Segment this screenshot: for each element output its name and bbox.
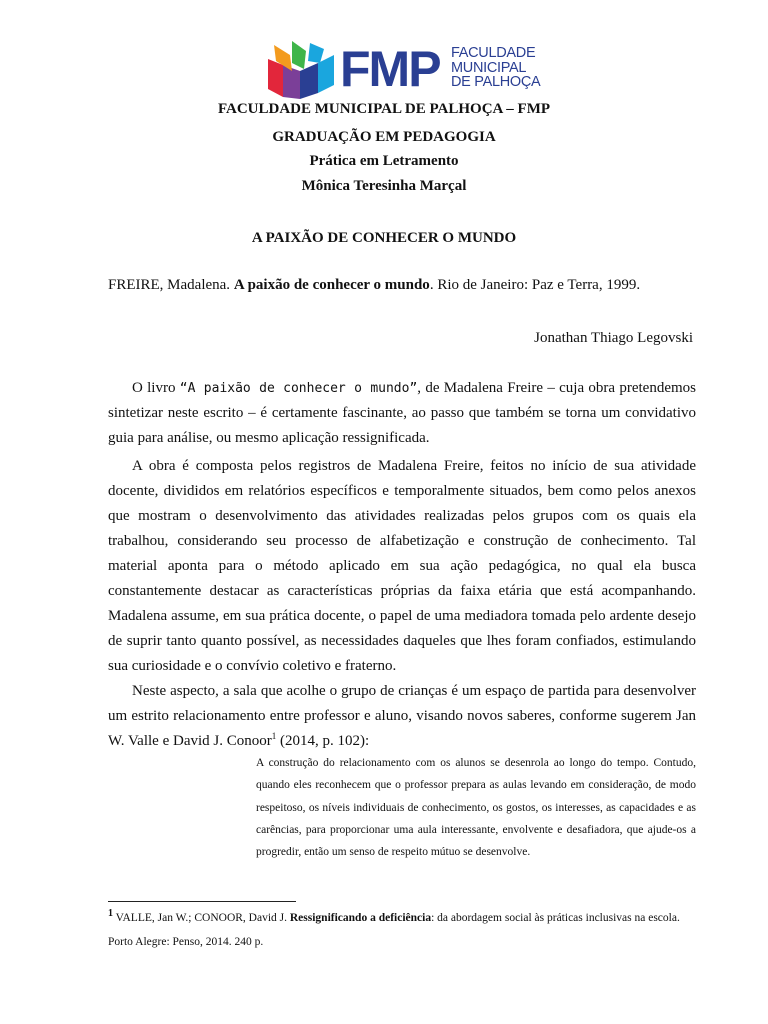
- book-logo-icon: [266, 41, 336, 99]
- paragraph-3-after: (2014, p. 102):: [276, 733, 370, 749]
- discipline-heading: Prática em Letramento: [309, 153, 459, 169]
- document-title: A PAIXÃO DE CONHECER O MUNDO: [251, 230, 517, 246]
- paragraph-1: [108, 376, 696, 451]
- author-name: Jonathan Thiago Legovski: [534, 330, 693, 346]
- bibliographic-reference: [108, 275, 640, 295]
- footnote-prefix: VALLE, Jan W.; CONOOR, David J.: [113, 912, 290, 924]
- footnote-suffix: : da abordagem social às práticas inclusivas na escola. Porto Alegre: Penso, 2014. 240 p.: [108, 912, 680, 948]
- institution-heading: FACULDADE MUNICIPAL DE PALHOÇA – FMP: [217, 101, 551, 117]
- logo-institution-name: [451, 46, 561, 90]
- paragraph-1-before: O livro: [132, 380, 180, 396]
- reference-book-title: A paixão de conhecer o mundo: [233, 277, 430, 293]
- footnote-mark: 1: [108, 908, 113, 920]
- logo-name-line: DE PALHOÇA: [451, 74, 541, 90]
- paragraph-3: [108, 679, 696, 754]
- paragraph-2-text: A obra é composta pelos registros de Madalena Freire, feitos no início de sua atividade docente, divididos em relatórios específicos e temporalmente situados, bem como pelos anexos que mostram o desenvolvimento das atividades realizadas pelos grupos com os quais ela trabalhou, considerando seu processo de alfabetização e construção de conhecimento. Tal material aponta para o método aplicado em sua ação pedagógica, no qual ela busca constantemente destacar as características próprias da faixa etária que está acompanhando. Madalena assume, em sua prática docente, o papel de uma mediadora tomada pelo ardente desejo de suprir tanto quanto possível, as necessidades daqueles que lhes foram confiados, estimulando sua curiosidade e o convívio coletivo e fraterno.: [108, 458, 696, 674]
- paragraph-1-quoted-title: “A paixão de conhecer o mundo”: [179, 381, 418, 396]
- paragraph-2: [108, 454, 696, 679]
- footnote-title: Ressignificando a deficiência: [289, 912, 432, 924]
- logo-name-line: FACULDADE: [451, 45, 536, 61]
- paragraph-1-after: , de Madalena Freire – cuja obra pretendemos sintetizar neste escrito – é certamente fascinante, ao passo que também se torna um convidativo guia para análise, ou mesmo aplicação ressignificada.: [108, 380, 696, 446]
- footnote-divider: [108, 901, 296, 902]
- course-heading: GRADUAÇÃO EM PEDAGOGIA: [272, 129, 496, 145]
- paragraph-3-before: Neste aspecto, a sala que acolhe o grupo de crianças é um espaço de partida para desenvolver um estrito relacionamento entre professor e aluno, visando novos saberes, conforme sugerem Jan W. Valle e David J. Conoor: [108, 683, 696, 749]
- logo-abbreviation: FMP: [340, 41, 440, 97]
- logo-name-line: MUNICIPAL: [451, 59, 527, 76]
- fmp-logo: [266, 41, 546, 101]
- block-quote: A construção do relacionamento com os alunos se desenrola ao longo do tempo. Contudo, quando eles reconhecem que o professor prepara as aulas levando em consideração, de modo respeitoso, os níveis individuais de conhecimento, os gostos, os interesses, as capacidades e as carências, para proporcionar uma aula interessante, envolvente e desafiadora, que ajude-os a progredir, então um senso de respeito mútuo se desenvolve.: [256, 757, 696, 859]
- professor-heading: Mônica Teresinha Marçal: [301, 178, 467, 194]
- reference-suffix: . Rio de Janeiro: Paz e Terra, 1999.: [429, 277, 641, 293]
- footnote: [108, 906, 700, 954]
- footnote-reference-mark: 1: [271, 731, 277, 741]
- reference-prefix: FREIRE, Madalena.: [108, 277, 234, 293]
